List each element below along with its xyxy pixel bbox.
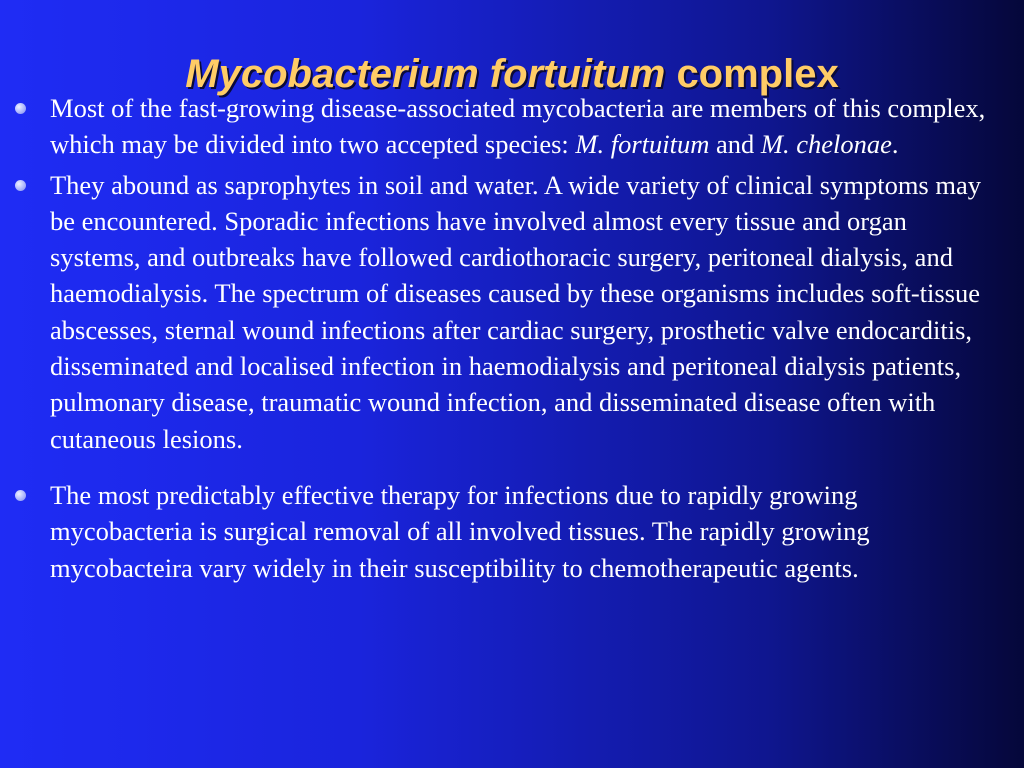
title-italic-part: Mycobacterium fortuitum — [185, 51, 666, 96]
bullet-text: The most predictably effective therapy for infections due to rapidly growing mycobacteria is surgical removal of all involved tissues. The rapidly growing mycobacteira vary widely in their susceptibility to chemotherapeutic agents. — [50, 479, 870, 583]
bullet-text: They abound as saprophytes in soil and water. A wide variety of clinical symptoms may be encountered. Sporadic infections have involved almost every tissue and organ systems, and outbreaks have followed cardiothoracic surgery, peritoneal dialysis, and haemodialysis. The spectrum of diseases caused by these organisms includes soft-tissue abscesses, sternal wound infections after cardiac surgery, prosthetic valve endocarditis, disseminated and localised infection in haemodialysis and peritoneal dialysis patients, pulmonary disease, traumatic wound infection, and disseminated disease often with cutaneous lesions. — [50, 169, 981, 454]
bullet-text: and — [716, 129, 755, 160]
bullet-dot-icon — [15, 490, 26, 501]
species-name: M. chelonae — [760, 129, 892, 160]
bullet-list — [0, 90, 1024, 586]
bullet-dot-icon — [15, 103, 26, 114]
bullet-text: . — [891, 129, 899, 160]
bullet-item — [0, 477, 1024, 586]
bullet-dot-icon — [15, 180, 26, 191]
species-name: M. fortuitum — [575, 129, 710, 160]
bullet-text: Most of the fast-growing disease-associated mycobacteria are members of this complex, which may be divided into two accepted species: — [50, 93, 986, 160]
bullet-item — [0, 90, 1024, 163]
title-regular-part: complex — [676, 51, 839, 96]
bullet-item — [0, 167, 1024, 457]
